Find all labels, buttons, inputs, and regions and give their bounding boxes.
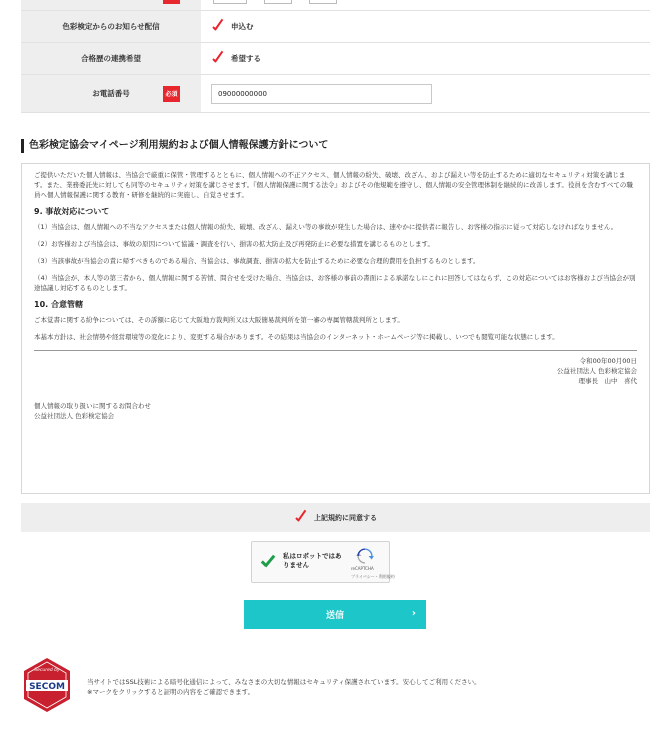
terms-heading-9: 9. 事故対応について	[34, 207, 110, 216]
form-row-partial	[21, 0, 650, 11]
required-badge-partial	[163, 0, 180, 4]
month-select[interactable]	[264, 0, 292, 4]
form-row-newsletter	[21, 11, 650, 43]
form-label-partial	[21, 0, 201, 10]
terms-amendment: 本基本方針は、社会情勢や経営環境等の変化により、変更する場合があります。その結果は当協会のインターネット・ホームページ等に掲載し、いつでも閲覧可能な状態にします。	[34, 333, 559, 341]
terms-heading-10: 10. 合意管轄	[34, 300, 83, 309]
recaptcha-widget[interactable]	[251, 541, 395, 583]
newsletter-checkbox[interactable]	[201, 11, 650, 42]
day-select[interactable]	[309, 0, 337, 4]
secom-seal-icon[interactable]	[22, 657, 72, 713]
required-badge: 必須	[163, 86, 180, 102]
footer-text	[87, 677, 481, 697]
recaptcha-links[interactable]: プライバシー・利用規約	[351, 574, 395, 579]
signature-president: 理事長 山中 喜代	[578, 377, 637, 385]
chevron-right-icon: ›	[411, 608, 416, 619]
phone-field-cell	[201, 75, 650, 112]
year-select[interactable]	[213, 0, 247, 4]
recaptcha-logo-icon	[356, 548, 374, 564]
form-label: 色彩検定からのお知らせ配信	[21, 11, 201, 42]
section-title: 色彩検定協会マイページ利用規約および個人情報保護方針について	[21, 139, 328, 153]
terms-box[interactable]	[21, 163, 650, 494]
terms-item-3: （3）当該事故が当協会の責に帰すべきものである場合、当協会は、事故調査、損害の拡大を防止するために必要な合理的費用を負担するものとします。	[34, 257, 480, 265]
seal-text-top: Secured by	[34, 668, 60, 673]
agree-label: 上記規約に同意する	[314, 513, 377, 522]
form-table	[21, 0, 650, 113]
contact-line-1: 個人情報の取り扱いに関するお問合わせ	[34, 402, 151, 410]
phone-input[interactable]: 09000000000	[211, 84, 432, 104]
check-icon[interactable]	[211, 52, 227, 66]
recaptcha-check-icon[interactable]	[261, 554, 277, 568]
terms-item-1: （1）当協会は、個人情報への不当なアクセスまたは個人情報の紛失、破壊、改ざん、漏えい等の事故が発生した場合は、速やかに提供者に報告し、お客様の指示に従って対応しなければなりません。	[34, 223, 618, 231]
form-row-phone	[21, 75, 650, 113]
history-link-checkbox[interactable]	[201, 43, 650, 74]
recaptcha-label: 私はロボットではありません	[283, 552, 342, 569]
signature-date: 令和00年00月00日	[579, 357, 637, 365]
agree-bar	[21, 503, 650, 532]
form-row-history-link	[21, 43, 650, 75]
submit-label: 送信	[325, 611, 344, 621]
form-label-text: お電話番号	[92, 89, 130, 98]
form-label	[21, 75, 201, 112]
check-icon[interactable]	[211, 20, 227, 34]
seal-text-main: SECOM	[29, 682, 65, 692]
footer-line-1: 当サイトではSSL技術による暗号化通信によって、みなさまの大切な情報はセキュリティ保護されています。安心してご利用ください。	[87, 678, 481, 686]
footer-line-2: ※マークをクリックすると証明の内容をご確認できます。	[87, 688, 255, 696]
form-label: 合格歴の連携希望	[21, 43, 201, 74]
agree-checkbox[interactable]	[294, 511, 377, 525]
terms-item-2: （2）お客様および当協会は、事故の原因について協議・調査を行い、損害の拡大防止及び再発防止に必要な措置を講じるものとします。	[34, 240, 434, 248]
terms-intro: ご提供いただいた個人情報は、当協会で厳重に保管・管理するとともに、個人情報への不正アクセス、個人情報の紛失、破壊、改ざん、および漏えい等を防止するために適切なセキュリティ対策を講じます。また、業務委託先に対しても同等のセキュリティ対策を講じさせます。『個人情報保護に関する法令』およびその他規範を遵守し、個人情報の安全管理体制を継続的に改善します。役員を含むすべての職員へ個人情報保護に関する教育・研修を継続的に実施し、自覚させます。	[34, 171, 633, 199]
check-icon[interactable]	[294, 511, 310, 525]
terms-jurisdiction: ご本覚書に関する紛争については、その訴額に応じて大阪地方裁判所又は大阪簡易裁判所を第一審の専属管轄裁判所とします。	[34, 316, 404, 324]
date-selects-partial[interactable]	[201, 0, 650, 10]
terms-item-4: （4）当協会が、本人等の第三者から、個人情報に関する苦情、問合せを受けた場合、当協会は、お客様の事前の書面による承諾なしにこれに回答してはならず、この対応についてはお客様および当協会が別途協議し対応するものとします。	[34, 274, 636, 292]
checkbox-label: 申込む	[231, 22, 254, 31]
recaptcha-brand: reCAPTCHA	[351, 566, 374, 571]
contact-line-2: 公益社団法人 色彩検定協会	[34, 412, 115, 420]
submit-button[interactable]	[244, 600, 426, 629]
contact-block	[34, 401, 637, 421]
signature-org: 公益社団法人 色彩検定協会	[556, 367, 637, 375]
checkbox-label: 希望する	[231, 54, 261, 63]
signature-block	[34, 350, 637, 386]
